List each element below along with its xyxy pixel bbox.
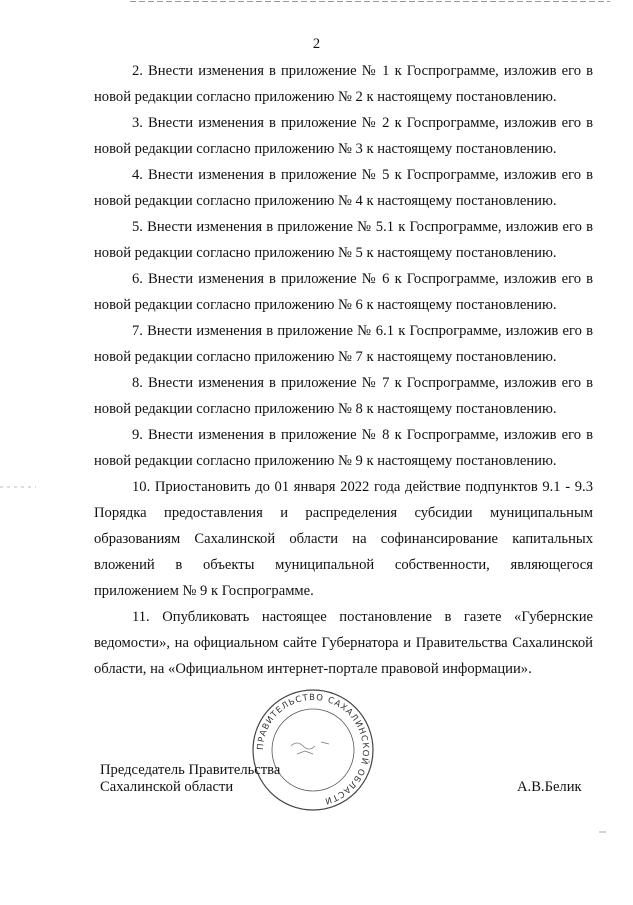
signature-position-line2: Сахалинской области [100,779,234,795]
svg-text:ПРАВИТЕЛЬСТВО САХАЛИНСКОЙ ОБЛА: ПРАВИТЕЛЬСТВО САХАЛИНСКОЙ ОБЛАСТИ [255,692,371,806]
paragraph-9: 9. Внести изменения в приложение № 8 к Госпрограмме, изложив его в новой редакции согласно приложению № 9 к настоящему постановлению. [94,427,593,469]
signature-position-line1: Председатель Правительства [100,762,281,778]
scan-artifact-right [598,828,608,836]
scan-artifact-left [0,484,40,490]
paragraph-8: 8. Внести изменения в приложение № 7 к Госпрограмме, изложив его в новой редакции согласно приложению № 8 к настоящему постановлению. [94,375,593,417]
paragraph-10: 10. Приостановить до 01 января 2022 года действие подпунктов 9.1 - 9.3 Порядка предоставления и распределения субсидии муниципальным образованиям Сахалинской области на софинансирование капитальных вложений в объекты муниципальной собственности, являющегося приложением № 9 к Госпрограмме. [94,479,593,599]
page-number: 2 [312,36,321,52]
paragraph-3: 3. Внести изменения в приложение № 2 к Госпрограмме, изложив его в новой редакции согласно приложению № 3 к настоящему постановлению. [94,115,593,157]
paragraph-7: 7. Внести изменения в приложение № 6.1 к Госпрограмме, изложив его в новой редакции согласно приложению № 7 к настоящему постановлению. [94,323,593,365]
paragraph-4: 4. Внести изменения в приложение № 5 к Госпрограмме, изложив его в новой редакции согласно приложению № 4 к настоящему постановлению. [94,167,593,209]
paragraph-11: 11. Опубликовать настоящее постановление в газете «Губернские ведомости», на официальном сайте Губернатора и Правительства Сахалинской области, на «Официальном интернет-портале правовой информации». [94,609,593,677]
top-edge-line [0,0,633,3]
paragraph-2: 2. Внести изменения в приложение № 1 к Госпрограмме, изложив его в новой редакции согласно приложению № 2 к настоящему постановлению. [94,63,593,105]
paragraph-5: 5. Внести изменения в приложение № 5.1 к Госпрограмме, изложив его в новой редакции согласно приложению № 5 к настоящему постановлению. [94,219,593,261]
signature-position [100,762,280,796]
signature-name: А.В.Белик [517,779,582,795]
paragraph-6: 6. Внести изменения в приложение № 6 к Госпрограмме, изложив его в новой редакции согласно приложению № 6 к настоящему постановлению. [94,271,593,313]
